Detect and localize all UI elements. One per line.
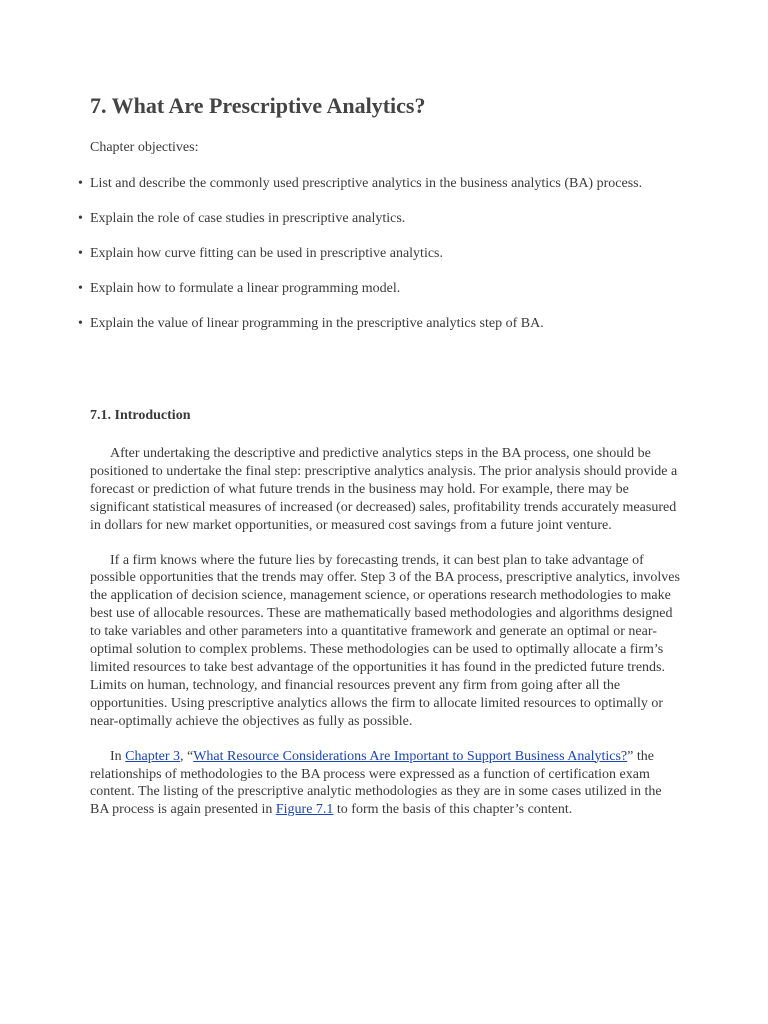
paragraph-1: After undertaking the descriptive and predictive analytics steps in the BA process, one should be positioned to undertake the final step: prescriptive analytics analysis. The prior analysis should provide a forecast or prediction of what future trends in the business may hold. For example, there may be significant statistical measures of increased (or decreased) sales, profitability trends accurately measured in dollars for new market opportunities, or measured cost savings from a future joint venture. xyxy=(90,446,678,533)
objective-text: Explain the role of case studies in prescriptive analytics. xyxy=(90,211,406,226)
objective-text: Explain how to formulate a linear programming model. xyxy=(90,281,401,296)
objective-item xyxy=(78,245,680,263)
objective-item xyxy=(78,175,680,193)
bullet-icon: • xyxy=(78,316,83,331)
bullet-icon: • xyxy=(78,176,83,191)
figure-7-1-link[interactable]: Figure 7.1 xyxy=(275,802,334,818)
para3-text-4: to form the basis of this chapter’s content. xyxy=(333,802,573,818)
para3-text-3: ” the relationships of methodologies to the BA process were expressed as a function of certification exam content. The listing of the prescriptive analytic methodologies as they are in some cases utilized in the BA process is again presented in xyxy=(90,748,662,818)
objective-item xyxy=(78,280,680,298)
objective-text: Explain how curve fitting can be used in prescriptive analytics. xyxy=(90,246,444,261)
objective-item xyxy=(78,315,680,333)
objective-item xyxy=(78,210,680,228)
objective-text: Explain the value of linear programming in the prescriptive analytics step of BA. xyxy=(90,316,544,331)
paragraph-3 xyxy=(90,748,680,820)
objectives-label: Chapter objectives: xyxy=(90,140,199,155)
para3-text-2: , “ xyxy=(180,748,194,764)
chapter-3-title-link[interactable]: What Resource Considerations Are Important to Support Business Analytics? xyxy=(193,748,628,764)
objectives-list xyxy=(78,175,680,350)
chapter-title: 7. What Are Prescriptive Analytics? xyxy=(90,93,426,118)
objective-text: List and describe the commonly used prescriptive analytics in the business analytics (BA) process. xyxy=(90,176,643,191)
para3-text-1: In xyxy=(110,748,126,764)
section-heading: 7.1. Introduction xyxy=(90,408,191,423)
bullet-icon: • xyxy=(78,246,83,261)
chapter-3-link[interactable]: Chapter 3 xyxy=(125,748,180,764)
bullet-icon: • xyxy=(78,211,83,226)
bullet-icon: • xyxy=(78,281,83,296)
section-body xyxy=(90,445,680,836)
paragraph-2: If a firm knows where the future lies by forecasting trends, it can best plan to take advantage of possible opportunities that the trends may offer. Step 3 of the BA process, prescriptive analytics, involves the application of decision science, management science, or operations research methodologies to make best use of allocable resources. These are mathematically based methodologies and algorithms designed to take variables and other parameters into a quantitative framework and generate an optimal or near-optimal solution to complex problems. These methodologies can be used to optimally allocate a firm’s limited resources to take best advantage of the opportunities it has found in the predicted future trends. Limits on human, technology, and financial resources prevent any firm from going after all the opportunities. Using prescriptive analytics allows the firm to allocate limited resources to optimally or near-optimally achieve the objectives as fully as possible. xyxy=(90,552,680,729)
